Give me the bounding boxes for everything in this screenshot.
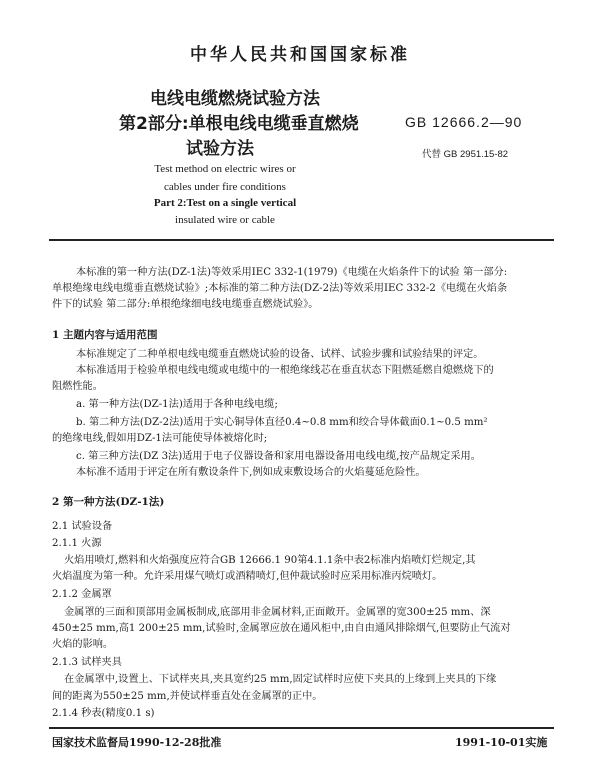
approval-date: 国家技术监督局1990-12-28批准 <box>52 736 222 749</box>
section-2-heading: 2 第一种方法(DZ-1法) <box>52 496 165 508</box>
english-title-line-1: Test method on electric wires or <box>154 163 296 175</box>
title-line-2: 第2部分:单根电线电缆垂直燃烧 <box>119 114 359 134</box>
section-1-para-2a: 本标准适用于检验单根电线电缆或电缆中的一根绝缘线芯在垂直状态下阻燃延燃自熄燃烧下的 <box>76 365 494 376</box>
section-1-item-a: a. 第一种方法(DZ-1法)适用于各种电线电缆; <box>76 399 278 410</box>
replaces-standard: 代替 GB 2951.15-82 <box>422 149 509 160</box>
section-2-1-2-para-1: 金属罩的三面和顶部用金属板制成,底部用非金属材料,正面敞开。金属罩的宽300±25 mm、深 <box>64 607 491 618</box>
section-2-1-2-heading: 2.1.2 金属罩 <box>52 589 112 600</box>
title-line-1: 电线电缆燃烧试验方法 <box>150 89 320 109</box>
section-2-1-2-para-2: 450±25 mm,高1 200±25 mm,试验时,金属罩应放在通风柜中,由自由通风排除烟气,但要防止气流对 <box>52 623 511 634</box>
section-1-para-1: 本标准规定了二种单根电线电缆垂直燃烧试验的设备、试样、试验步骤和试验结果的评定。 <box>76 349 484 360</box>
section-2-1-3-para-1: 在金属罩中,设置上、下试样夹具,夹具宽约25 mm,固定试样时应使下夹具的上缘到上夹具的下缘 <box>64 674 497 685</box>
english-title-line-4: insulated wire or cable <box>175 214 275 226</box>
section-1-item-c: c. 第三种方法(DZ 3法)适用于电子仪器设备和家用电器设备用电线电缆,按产品规定采用。 <box>76 451 481 462</box>
section-2-1-3-heading: 2.1.3 试样夹具 <box>52 657 122 668</box>
section-1-para-3: 本标准不适用于评定在所有敷设条件下,例如成束敷设场合的火焰蔓延危险性。 <box>76 467 426 478</box>
intro-line-2: 单根绝缘电线电缆垂直燃烧试验》;本标准的第二种方法(DZ-2法)等效采用IEC 332-2《电缆在火焰条 <box>52 283 508 294</box>
footer-rule <box>49 727 554 729</box>
national-standard-heading: 中华人民共和国国家标准 <box>190 45 410 65</box>
standard-code: GB 12666.2—90 <box>405 114 523 130</box>
section-1-heading: 1 主题内容与适用范围 <box>52 329 158 341</box>
section-1-para-2b: 阻燃性能。 <box>52 381 103 392</box>
section-2-1-1-para-1: 火焰用喷灯,燃料和火焰强度应符合GB 12666.1 90第4.1.1条中表2标准内焰喷灯烂规定,其 <box>64 555 476 566</box>
intro-line-1: 本标准的第一种方法(DZ-1法)等效采用IEC 332-1(1979)《电缆在火焰条件下的试验 第一部分: <box>76 267 508 278</box>
implementation-date: 1991-10-01实施 <box>455 736 548 749</box>
section-2-1-4-heading: 2.1.4 秒表(精度0.1 s) <box>52 708 155 719</box>
english-title-line-3: Part 2:Test on a single vertical <box>153 197 297 209</box>
intro-line-3: 件下的试验 第二部分:单根绝缘细电线电缆垂直燃烧试验》。 <box>52 299 319 310</box>
section-2-1-2-para-3: 火焰的影响。 <box>52 639 114 650</box>
section-2-1-3-para-2: 间的距离为550±25 mm,并使试样垂直处在金属罩的正中。 <box>52 691 323 702</box>
section-1-item-b-line-2: 的绝缘电线,假如用DZ-1法可能使导体被熔化时; <box>52 433 268 444</box>
section-2-1-1-heading: 2.1.1 火源 <box>52 538 102 549</box>
title-line-3: 试验方法 <box>186 139 254 159</box>
header-rule <box>49 239 554 241</box>
section-1-item-b-line-1: b. 第二种方法(DZ-2法)适用于实心铜导体直径0.4~0.8 mm和绞合导体截面0.1~0.5 mm² <box>76 417 488 428</box>
section-2-1-heading: 2.1 试验设备 <box>52 521 113 532</box>
english-title-line-2: cables under fire conditions <box>164 181 286 193</box>
section-2-1-1-para-2: 火焰温度为第一种。允许采用煤气喷灯或酒精喷灯,但仲裁试验时应采用标准丙烷喷灯。 <box>52 571 443 582</box>
